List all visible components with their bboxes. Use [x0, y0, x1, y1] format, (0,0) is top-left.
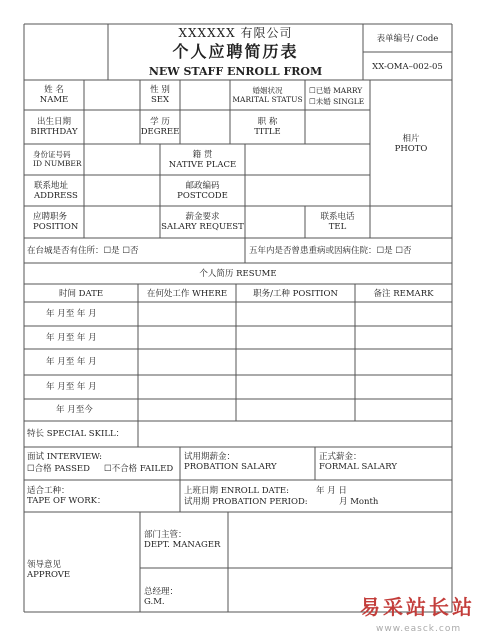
enroll-date-ymd: 年 月 日 — [316, 486, 347, 496]
title-label: 职 称 TITLE — [254, 117, 281, 137]
married-checkbox[interactable]: ☐已婚 MARRY — [309, 86, 363, 95]
resume-col-remark: 备注 REMARK — [373, 289, 434, 299]
hospital-question[interactable]: 五年内是否曾患重病或因病住院：☐是 ☐否 — [249, 246, 412, 256]
resume-row-date: 年 月至 年 月 — [46, 333, 97, 343]
residence-question[interactable]: 在台城是否有住所：☐是 ☐否 — [27, 246, 139, 256]
form-title-cn: 个人应聘简历表 — [172, 42, 299, 61]
resume-col-where: 在何处工作 WHERE — [146, 289, 228, 299]
resume-row-date: 年 月至 年 月 — [46, 382, 97, 392]
form-number-label: 表单编号/ Code — [376, 34, 439, 44]
type-of-work-label: 适合工种： TAPE OF WORK： — [27, 486, 106, 506]
special-skill-label: 特长 SPECIAL SKILL： — [27, 429, 125, 439]
resume-row-date: 年 月至 年 月 — [46, 309, 97, 319]
general-manager-label: 总经理： G.M. — [144, 587, 179, 607]
position-label: 应聘职务 POSITION — [33, 212, 79, 232]
probation-salary-label: 试用期薪金： PROBATION SALARY — [184, 452, 277, 472]
resume-col-position: 职务/工种 POSITION — [253, 289, 338, 299]
sex-label: 性 别 SEX — [150, 85, 170, 105]
form-number-value: XX-OMA–002-05 — [372, 62, 443, 72]
resume-row-date: 年 月至今 — [56, 405, 93, 415]
company-name: XXXXXX 有限公司 — [178, 26, 293, 40]
form-title-en: NEW STAFF ENROLL FROM — [148, 65, 323, 78]
photo-placeholder: 相片 PHOTO — [394, 134, 428, 154]
birthday-label: 出生日期 BIRTHDAY — [30, 117, 78, 137]
resume-col-date: 时间 DATE — [58, 289, 104, 299]
approve-label: 领导意见 APPROVE — [27, 560, 71, 580]
probation-month-label: 月 Month — [339, 497, 379, 507]
id-number-label: 身份证号码 ID NUMBER — [33, 150, 82, 168]
watermark-logo: 易采站长站 — [360, 595, 475, 619]
marital-status-label: 婚姻状况 MARITAL STATUS — [232, 86, 303, 104]
postcode-label: 邮政编码 POSTCODE — [177, 181, 228, 201]
single-checkbox[interactable]: ☐未婚 SINGLE — [309, 97, 365, 106]
resume-heading: 个人简历 RESUME — [199, 269, 277, 279]
passed-checkbox[interactable]: ☐合格 PASSED — [27, 464, 90, 474]
tel-label: 联系电话 TEL — [320, 212, 355, 232]
probation-period-label: 试用期 PROBATION PERIOD: — [184, 497, 308, 507]
address-label: 联系地址 ADDRESS — [34, 181, 78, 201]
dept-manager-label: 部门主管： DEPT. MANAGER — [144, 530, 221, 550]
enroll-date-label: 上班日期 ENROLL DATE: — [184, 486, 289, 496]
name-label: 姓 名 NAME — [39, 85, 69, 105]
watermark-url: www.easck.com — [376, 624, 462, 634]
degree-label: 学 历 DEGREE — [140, 117, 180, 137]
resume-row-date: 年 月至 年 月 — [46, 357, 97, 367]
interview-label: 面试 INTERVIEW: — [27, 452, 103, 462]
formal-salary-label: 正式薪金： FORMAL SALARY — [319, 452, 397, 472]
failed-checkbox[interactable]: ☐不合格 FAILED — [104, 464, 174, 474]
native-place-label: 籍 贯 NATIVE PLACE — [168, 150, 237, 170]
salary-request-label: 薪金要求 SALARY REQUEST — [161, 212, 244, 232]
